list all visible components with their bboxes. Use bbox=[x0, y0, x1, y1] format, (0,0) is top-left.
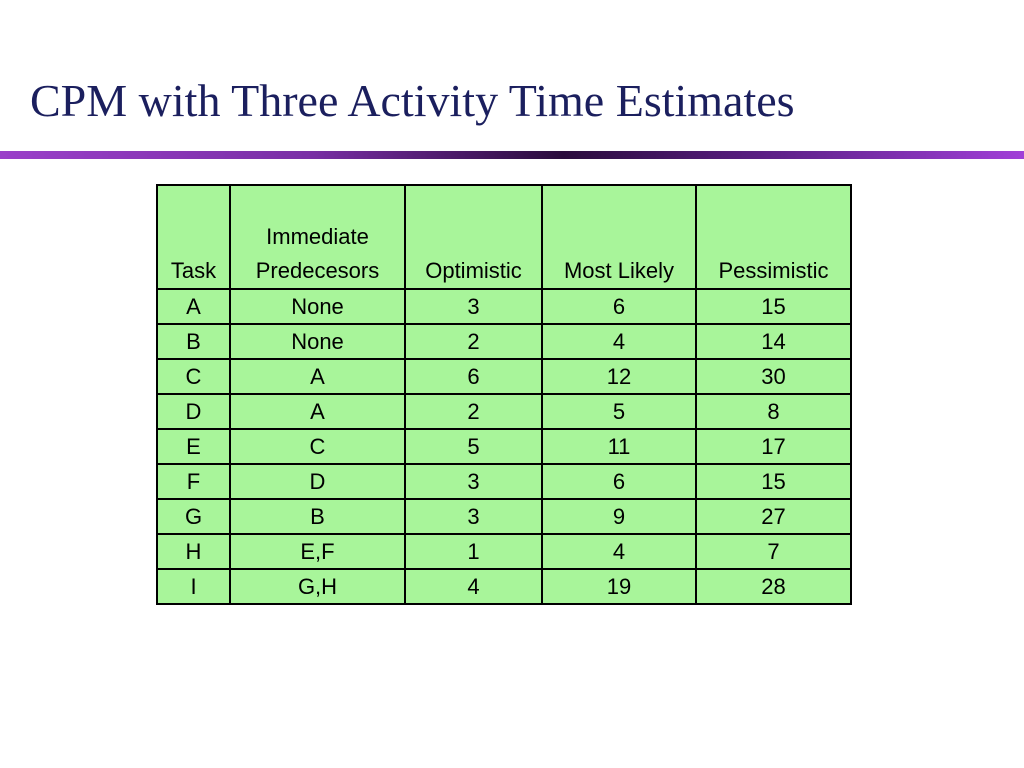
cell-predecessors: E,F bbox=[230, 534, 405, 569]
cell-task: B bbox=[157, 324, 230, 359]
cell-task: I bbox=[157, 569, 230, 604]
cell-most-likely: 4 bbox=[542, 324, 696, 359]
cell-pessimistic: 15 bbox=[696, 289, 851, 324]
cell-most-likely: 9 bbox=[542, 499, 696, 534]
cell-most-likely: 6 bbox=[542, 464, 696, 499]
table-row bbox=[157, 464, 851, 499]
title-divider bbox=[0, 151, 1024, 159]
table-row bbox=[157, 394, 851, 429]
table-row bbox=[157, 534, 851, 569]
cell-optimistic: 3 bbox=[405, 289, 542, 324]
cell-optimistic: 6 bbox=[405, 359, 542, 394]
cell-optimistic: 3 bbox=[405, 499, 542, 534]
table-row bbox=[157, 569, 851, 604]
cell-pessimistic: 15 bbox=[696, 464, 851, 499]
cell-pessimistic: 27 bbox=[696, 499, 851, 534]
header-task: Task bbox=[157, 185, 230, 289]
cell-predecessors: A bbox=[230, 359, 405, 394]
table-row bbox=[157, 499, 851, 534]
cell-pessimistic: 8 bbox=[696, 394, 851, 429]
cell-most-likely: 12 bbox=[542, 359, 696, 394]
cell-task: D bbox=[157, 394, 230, 429]
cell-predecessors: C bbox=[230, 429, 405, 464]
cell-optimistic: 4 bbox=[405, 569, 542, 604]
cell-most-likely: 11 bbox=[542, 429, 696, 464]
cell-pessimistic: 7 bbox=[696, 534, 851, 569]
cell-predecessors: G,H bbox=[230, 569, 405, 604]
cell-most-likely: 6 bbox=[542, 289, 696, 324]
cell-optimistic: 2 bbox=[405, 394, 542, 429]
cell-most-likely: 4 bbox=[542, 534, 696, 569]
header-pred-line2: Predecesors bbox=[255, 258, 380, 283]
cell-task: A bbox=[157, 289, 230, 324]
cell-optimistic: 1 bbox=[405, 534, 542, 569]
activity-estimates-table bbox=[156, 184, 852, 605]
header-pessimistic: Pessimistic bbox=[696, 185, 851, 289]
cell-predecessors: None bbox=[230, 324, 405, 359]
table-row bbox=[157, 359, 851, 394]
cell-pessimistic: 17 bbox=[696, 429, 851, 464]
cell-optimistic: 5 bbox=[405, 429, 542, 464]
cell-optimistic: 2 bbox=[405, 324, 542, 359]
cell-predecessors: D bbox=[230, 464, 405, 499]
header-optimistic: Optimistic bbox=[405, 185, 542, 289]
cell-task: F bbox=[157, 464, 230, 499]
cell-pessimistic: 28 bbox=[696, 569, 851, 604]
cell-task: H bbox=[157, 534, 230, 569]
table-row bbox=[157, 429, 851, 464]
table-row bbox=[157, 289, 851, 324]
cell-task: E bbox=[157, 429, 230, 464]
cell-predecessors: B bbox=[230, 499, 405, 534]
cell-most-likely: 5 bbox=[542, 394, 696, 429]
header-most-likely: Most Likely bbox=[542, 185, 696, 289]
cell-task: G bbox=[157, 499, 230, 534]
cell-most-likely: 19 bbox=[542, 569, 696, 604]
cell-pessimistic: 14 bbox=[696, 324, 851, 359]
table-row bbox=[157, 324, 851, 359]
slide-title: CPM with Three Activity Time Estimates bbox=[30, 75, 795, 126]
table-header-row bbox=[157, 185, 851, 289]
cell-predecessors: None bbox=[230, 289, 405, 324]
cell-optimistic: 3 bbox=[405, 464, 542, 499]
cell-task: C bbox=[157, 359, 230, 394]
cell-predecessors: A bbox=[230, 394, 405, 429]
header-pred-line1: Immediate bbox=[266, 224, 369, 249]
cell-pessimistic: 30 bbox=[696, 359, 851, 394]
header-immediate-predecessors bbox=[230, 185, 405, 289]
